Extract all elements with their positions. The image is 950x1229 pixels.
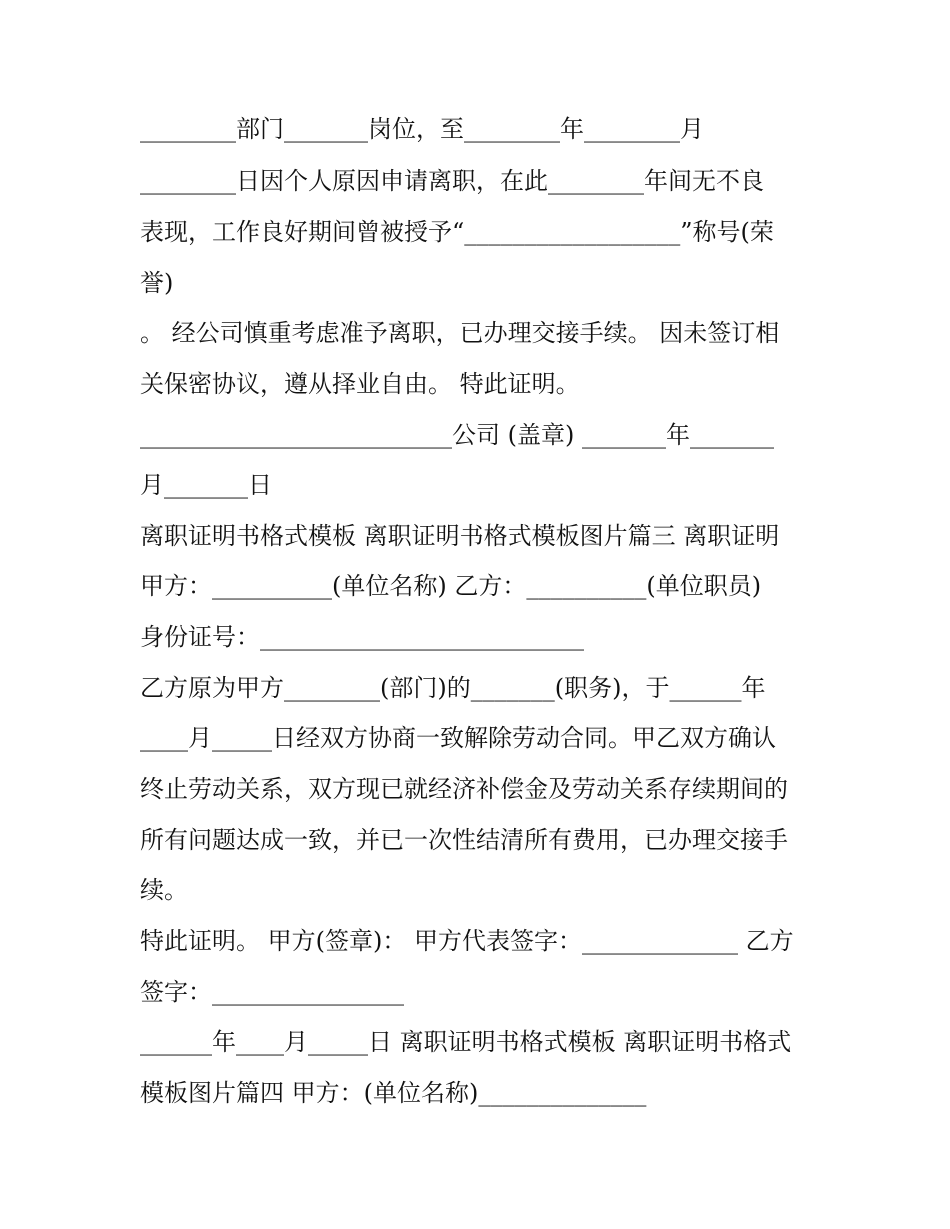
text-line: 所有问题达成一致，并已一次性结清所有费用，已办理交接手 [140,826,788,854]
text-line: 身份证号：___________________________ [140,623,584,651]
text-line: __________________________公司 (盖章) _______年_______ [140,421,774,449]
text-line: 表现，工作良好期间曾被授予“__________________”称号(荣 [140,218,774,246]
text-line: 离职证明书格式模板 离职证明书格式模板图片篇三 离职证明 [140,522,780,550]
text-line: 。 经公司慎重考虑准予离职，已办理交接手续。 因未签订相 [140,319,780,347]
text-line: ________部门_______岗位，至________年________月 [140,115,704,143]
text-line: 模板图片篇四 甲方：(单位名称)______________ [140,1079,647,1107]
text-line: 月_______日 [140,471,272,499]
text-line: 特此证明。 甲方(签章)： 甲方代表签字：_____________ 乙方 [140,927,794,955]
text-line: ______年____月_____日 离职证明书格式模板 离职证明书格式 [140,1028,792,1056]
text-line: 终止劳动关系，双方现已就经济补偿金及劳动关系存续期间的 [140,775,788,803]
text-line: 续。 [140,876,188,904]
text-line: 关保密协议，遵从择业自由。 特此证明。 [140,370,580,398]
text-line: 乙方原为甲方________(部门)的_______(职务)，于______年 [140,674,766,702]
text-line: 甲方：__________(单位名称) 乙方：__________(单位职员) [140,572,762,600]
text-line: ____月_____日经双方协商一致解除劳动合同。甲乙双方确认 [140,724,776,752]
text-line: ________日因个人原因申请离职，在此________年间无不良 [140,167,764,195]
text-line: 签字：________________ [140,978,404,1006]
text-line: 誉) [140,269,174,297]
